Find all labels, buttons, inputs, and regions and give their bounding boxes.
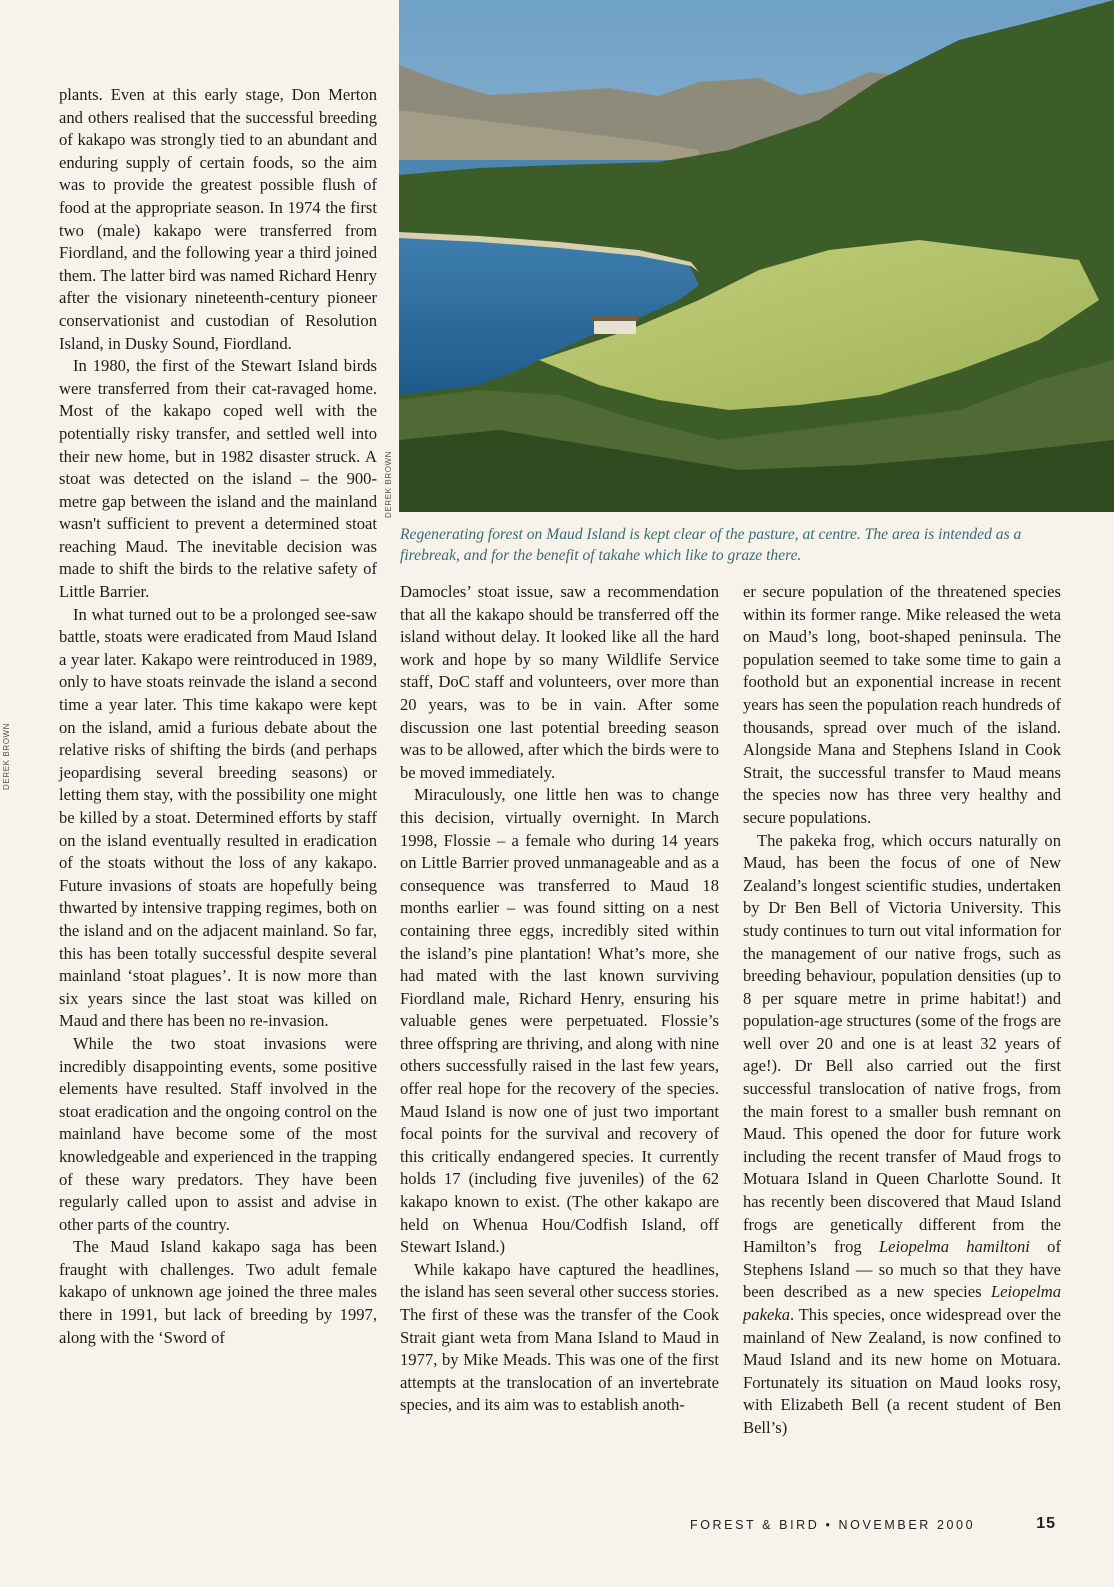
article-column-3 <box>743 581 1061 1440</box>
article-column-2 <box>400 581 719 1417</box>
maud-island-photo <box>399 0 1114 512</box>
paragraph: In what turned out to be a prolonged see-saw battle, stoats were eradicated from Maud Island a year later. Kakapo were reintroduced in 1989, only to have stoats reinvade the island a second time a year later. This time kakapo were kept on the island, amid a furious debate about the relative risks of shifting the birds (and perhaps jeopardising several breeding seasons) or letting them stay, with the possibility one might be killed by a stoat. Determined efforts by staff on the island eventually resulted in eradication of the stoats without the loss of any kakapo. Future invasions of stoats are hopefully being thwarted by intensive trapping regimes, both on the island and on the adjacent mainland. So far, this has been totally successful despite several mainland ‘stoat plagues’. It is now more than six years since the last stoat was killed on Maud and there has been no re-invasion. <box>59 604 377 1031</box>
paragraph: Miraculously, one little hen was to change this decision, virtually overnight. In March 1998, Flossie – a female who during 14 years on Little Barrier proved unmanageable and as a consequence was transferred to Maud 18 months earlier – was found sitting on a nest containing three eggs, incredibly sited within the island’s pine plantation! What’s more, she had mated with the last known surviving Fiordland male, Richard Henry, ensuring his valuable genes were perpetuated. Flossie’s three offspring are thriving, and along with nine others successfully raised in the last few years, offer real hope for the recovery of the species. Maud Island is now one of just two important focal points for the survival and recovery of this critically endangered species. It currently holds 17 (including five juveniles) of the 62 kakapo known to exist. (The other kakapo are held on Whenua Hou/Codfish Island, off Stewart Island.) <box>400 785 719 1257</box>
paragraph: Damocles’ stoat issue, saw a recommendation that all the kakapo should be transferred off the island without delay. It looked like all the hard work and hope by so many Wildlife Service staff, DoC staff and volunteers, over more than 20 years, was to be in vain. After some discussion one last potential breeding season was to be allowed, after which the birds were to be moved immediately. <box>400 582 719 782</box>
paragraph: While the two stoat invasions were incredibly disappointing events, some positive elements have resulted. Staff involved in the stoat eradication and the ongoing control on the mainland have become some of the most knowledgeable and experienced in the trapping of these wary predators. They have been regularly called upon to assist and advise in other parts of the country. <box>59 1033 377 1234</box>
side-photo-credit: DEREK BROWN <box>2 722 11 790</box>
paragraph: In 1980, the first of the Stewart Island birds were transferred from their cat-ravaged home. Most of the kakapo coped well with the potentially risky transfer, and settled well into their new home, but in 1982 disaster struck. A stoat was detected on the island – the 900-metre gap between the island and the mainland wasn't sufficient to prevent a determined stoat reaching Maud. The inevitable decision was made to shift the birds to the relative safety of Little Barrier. <box>59 356 377 602</box>
paragraph-text: The pakeka frog, which occurs naturally on Maud, has been the focus of one of New Zealand’s longest scientific studies, undertaken by Dr Ben Bell of Victoria University. This study continues to turn out vital information for the management of our native frogs, such as breeding behaviour, population densities (up to 8 per square metre in prime habitat!) and population-age structures (some of the frogs are well over 20 and one is at least 32 years of age!). Dr Bell also carried out the first successful translocation of native frogs, from the main forest to a smaller bush remnant on Maud. This opened the door for future work including the recent transfer of Maud frogs to Motuara Island in Queen Charlotte Sound. It has recently been discovered that Maud Island frogs are genetically different from the Hamilton’s frog <box>743 830 1061 1257</box>
page-number: 15 <box>1036 1515 1056 1532</box>
paragraph: The Maud Island kakapo saga has been fraught with challenges. Two adult female kakapo of unknown age joined the three males there in 1991, but lack of breeding by 1997, along with the ‘Sword of <box>59 1237 377 1347</box>
article-column-1 <box>59 84 377 1349</box>
page-footer <box>690 1515 1060 1538</box>
paragraph-text: of Stephens Island — so much so that they have been described as a new species <box>743 1237 1061 1302</box>
magazine-issue: FOREST & BIRD • NOVEMBER 2000 <box>690 1518 976 1532</box>
paragraph-text: . This species, once widespread over the mainland of New Zealand, is now confined to Maud Island and its new home on Motuara. Fortunately its situation on Maud looks rosy, with Elizabeth Bell (a recent student of Ben Bell’s) <box>743 1305 1061 1437</box>
species-name: Leiopelma hamiltoni <box>878 1237 1030 1257</box>
paragraph: plants. Even at this early stage, Don Merton and others realised that the successful breeding of kakapo was strongly tied to an abundant and enduring supply of certain foods, so the aim was to provide the greatest possible flush of food at the appropriate season. In 1974 the first two (male) kakapo were transferred from Fiordland, and the following year a third joined them. The latter bird was named Richard Henry after the visionary nineteenth-century pioneer conservationist and custodian of Resolution Island, in Dusky Sound, Fiordland. <box>59 85 377 353</box>
paragraph <box>743 830 1061 1440</box>
paragraph: er secure population of the threatened species within its former range. Mike released the weta on Maud’s long, boot-shaped peninsula. The population seemed to take some time to gain a foothold but an exponential increase in recent years has seen the population reach hundreds of thousands, spread over much of the island. Alongside Mana and Stephens Island in Cook Strait, the successful transfer to Maud means the species now has three very healthy and secure populations. <box>743 582 1061 827</box>
paragraph: While kakapo have captured the headlines, the island has seen several other success stories. The first of these was the transfer of the Cook Strait giant weta from Mana Island to Maud in 1977, by Mike Meads. This was one of the first attempts at the translocation of an invertebrate species, and its aim was to establish anoth- <box>400 1259 719 1415</box>
photo-caption: Regenerating forest on Maud Island is kept clear of the pasture, at centre. The area is intended as a firebreak, and for the benefit of takahe which like to graze there. <box>400 526 1022 564</box>
photo-credit: DEREK BROWN <box>384 450 393 518</box>
species-name: Leiopelma pakeka <box>743 1282 1061 1324</box>
